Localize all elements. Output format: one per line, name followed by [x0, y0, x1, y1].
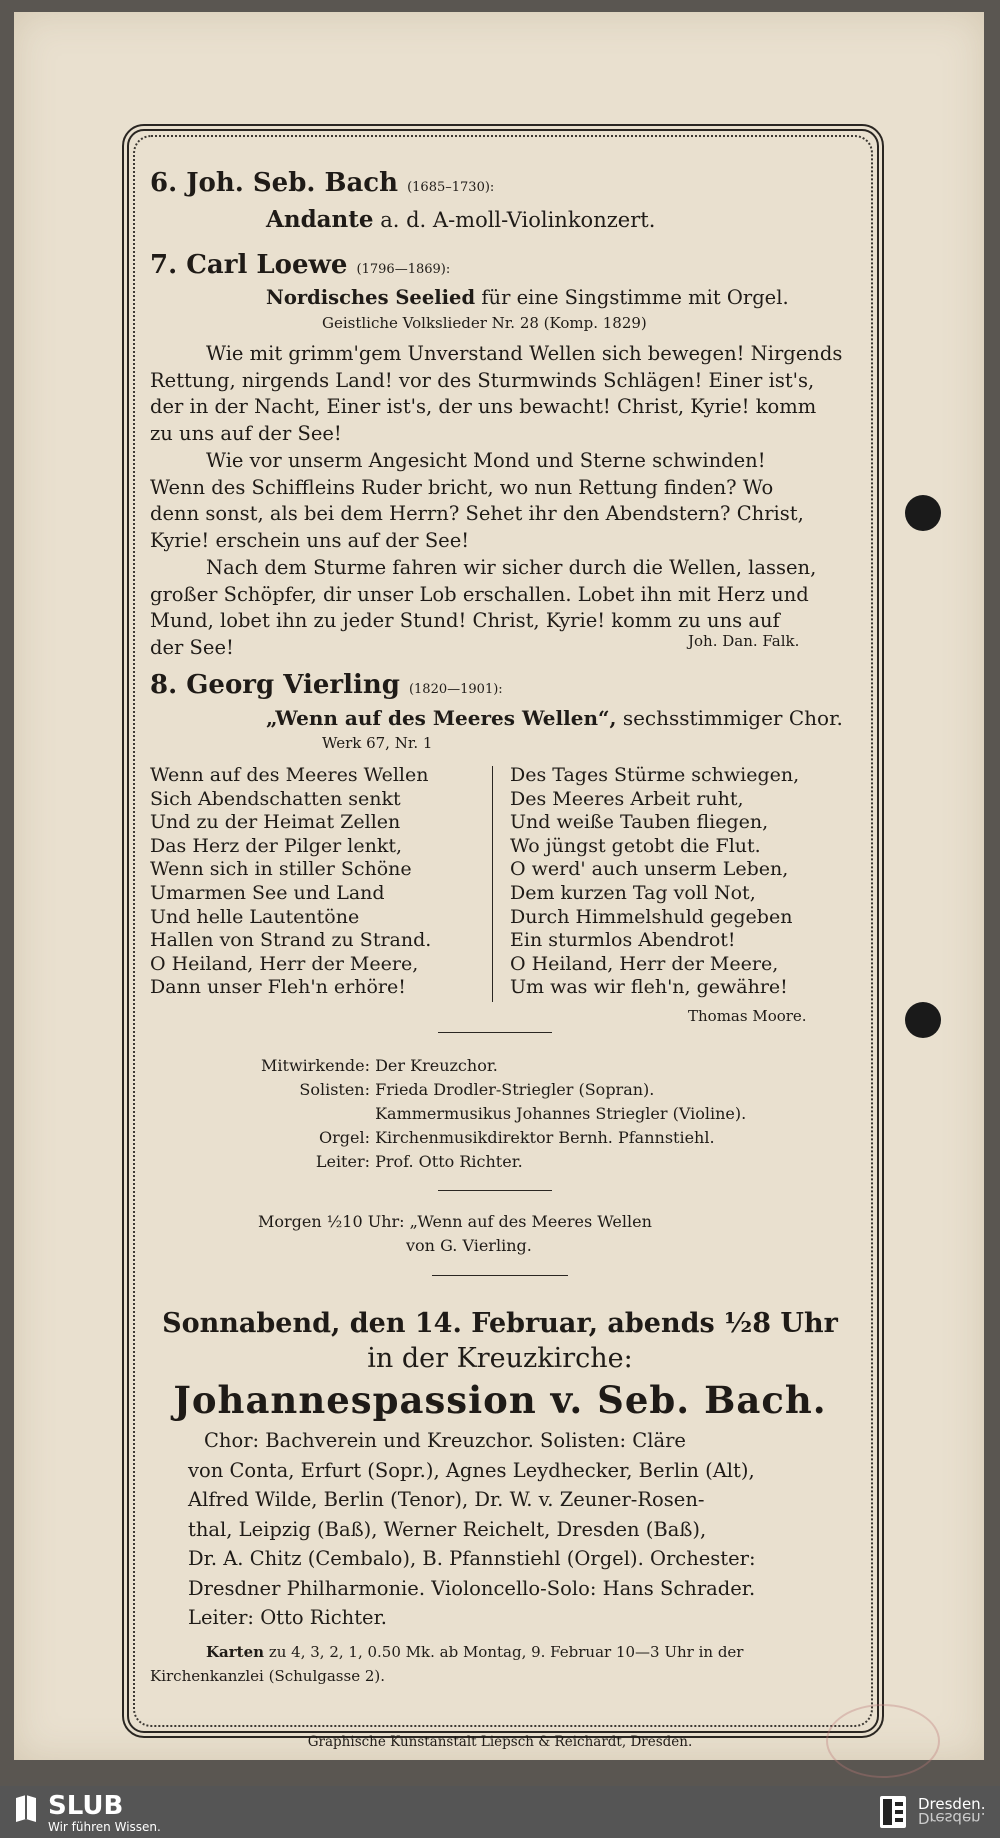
dresden-crest-icon	[880, 1796, 906, 1828]
dresden-logo[interactable]: Dresden. Dresden.	[918, 1795, 986, 1827]
divider-2	[438, 1190, 552, 1191]
ticket-info: Karten zu 4, 3, 2, 1, 0.50 Mk. ab Montag, 9. Februar 10—3 Uhr in der Kirchenkanzlei (Schulgasse 2).	[150, 1643, 744, 1685]
item7-heading: 7. Carl Loewe (1796—1869):	[150, 250, 451, 280]
item7-author: Joh. Dan. Falk.	[688, 632, 800, 650]
morning-note: Morgen ½10 Uhr: „Wenn auf des Meeres Wellen von G. Vierling.	[258, 1212, 652, 1255]
item8-author: Thomas Moore.	[688, 1007, 807, 1025]
item8-work: „Wenn auf des Meeres Wellen“, sechsstimmiger Chor.	[266, 706, 843, 730]
item6-heading: 6. Joh. Seb. Bach (1685–1730):	[150, 168, 495, 198]
item7-work: Nordisches Seelied für eine Singstimme mit Orgel.	[266, 286, 789, 309]
punch-hole-bottom	[905, 1002, 941, 1038]
item8-subtitle: Werk 67, Nr. 1	[322, 734, 433, 752]
divider-3	[432, 1275, 568, 1276]
item7-subtitle: Geistliche Volkslieder Nr. 28 (Komp. 1829)	[322, 314, 647, 332]
item6-work: Andante a. d. A-moll-Violinkonzert.	[266, 206, 656, 233]
item7-stanza-2: Wie vor unserm Angesicht Mond und Sterne schwinden! Wenn des Schiffleins Ruder bricht, wo nun Rettung finden? Wo denn sonst, als bei dem Herrn? Sehet ihr den Abendstern? Christ, Kyrie! erschein uns auf der See!	[150, 449, 804, 552]
item7-stanza-3: Nach dem Sturme fahren wir sicher durch die Wellen, lassen, großer Schöpfer, dir unser Lob erschallen. Lobet ihn mit Herz und Mund, lobet ihn zu jeder Stund! Christ, Kyrie! komm zu uns auf der See!	[150, 556, 817, 659]
divider-1	[438, 1032, 552, 1033]
announcement-date: Sonnabend, den 14. Februar, abends ½8 Uhr	[162, 1308, 838, 1339]
printer-imprint: Graphische Kunstanstalt Liepsch & Reichardt, Dresden.	[307, 1734, 693, 1750]
announcement-title: Johannespassion v. Seb. Bach.	[173, 1378, 827, 1422]
credits: Mitwirkende: Der Kreuzchor. Solisten: Frieda Drodler-Striegler (Sopran). Kammermusikus Johannes Striegler (Violine). Orgel: Kirchenmusikdirektor Bernh. Pfannstiehl. Leiter: Prof. Otto Richter.	[261, 1056, 747, 1171]
poem-left-column: Wenn auf des Meeres Wellen Sich Abendschatten senkt Und zu der Heimat Zellen Das Herz der Pilger lenkt, Wenn sich in stiller Schöne Umarmen See und Land Und helle Lautentöne Hallen von Strand zu Strand. O Heiland, Herr der Meere, Dann unser Fleh'n erhöre!	[150, 764, 432, 999]
slub-tagline: Wir führen Wissen.	[48, 1820, 161, 1834]
column-divider	[492, 766, 493, 1002]
announcement-place: in der Kreuzkirche:	[367, 1343, 633, 1374]
slub-book-icon	[14, 1794, 38, 1824]
item8-heading: 8. Georg Vierling (1820—1901):	[150, 670, 503, 700]
poem-right-column: Des Tages Stürme schwiegen, Des Meeres Arbeit ruht, Und weiße Tauben fliegen, Wo jüngst getobt die Flut. O werd' auch unserm Leben, Dem kurzen Tag voll Not, Durch Himmelshuld gegeben Ein sturmlos Abendrot! O Heiland, Herr der Meere, Um was wir fleh'n, gewähre!	[510, 764, 800, 999]
punch-hole-top	[905, 495, 941, 531]
announcement-body: Chor: Bachverein und Kreuzchor. Solisten: Cläre von Conta, Erfurt (Sopr.), Agnes Leydhecker, Berlin (Alt), Alfred Wilde, Berlin (Tenor), Dr. W. v. Zeuner-Rosen- thal, Leipzig (Baß), Werner Reichelt, Dresden (Baß), Dr. A. Chitz (Cembalo), B. Pfannstiehl (Orgel). Orchester: Dresdner Philharmonie. Violoncello-Solo: Hans Schrader. Leiter: Otto Richter.	[188, 1429, 756, 1629]
item7-stanza-1: Wie mit grimm'gem Unverstand Wellen sich bewegen! Nirgends Rettung, nirgends Land! vor des Sturmwinds Schlägen! Einer ist's, der in der Nacht, Einer ist's, der uns bewacht! Christ, Kyrie! komm zu uns auf der See!	[150, 342, 843, 445]
slub-logo[interactable]: SLUB	[48, 1791, 124, 1821]
